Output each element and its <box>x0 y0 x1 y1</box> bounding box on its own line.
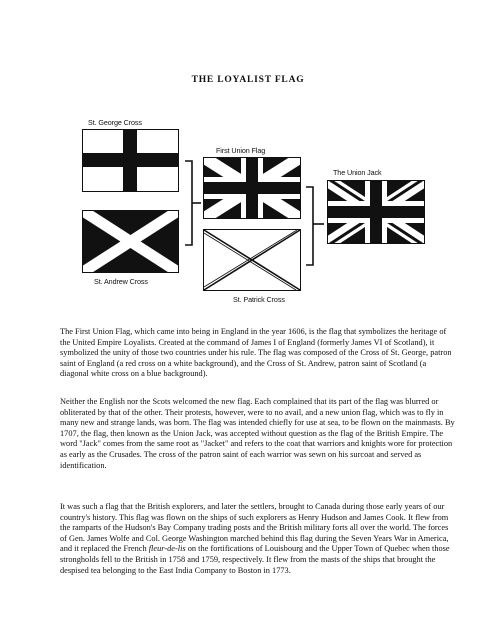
paragraph-3 <box>60 502 456 576</box>
label-st-patrick-cross: St. Patrick Cross <box>233 295 285 304</box>
st-george-cross-flag <box>82 129 179 192</box>
label-union-jack: The Union Jack <box>333 168 382 177</box>
first-union-flag <box>203 157 301 219</box>
paragraph-2: Neither the English nor the Scots welcomed the new flag. Each complained that its part of the flag was blurred or obliterated by that of the other. Their protests, however, were to no avail, and a new union flag, which was to fly in many new and strange lands, was born. The flag was intended chiefly for use at sea, to be flown on the mainmasts. By 1707, the flag, then known as the Union Jack, was accepted without question as the flag of the British Empire. The word "Jack" comes from the same root as "Jacket" and refers to the coat that warriors and knights wore for protection as early as the Crusades. The cross of the patron saint of each warrior was sewn on his surcoat and served as identification. <box>60 397 455 470</box>
st-patrick-cross-flag <box>203 229 301 291</box>
page-title: THE LOYALIST FLAG <box>191 75 305 85</box>
bracket-connector-right <box>305 186 325 266</box>
st-andrew-cross-flag <box>82 210 179 273</box>
bracket-connector-left <box>184 160 202 246</box>
union-jack-flag <box>327 180 425 244</box>
label-first-union-flag: First Union Flag <box>216 146 266 155</box>
paragraph-3-italic: fleur-de-lis <box>148 544 186 554</box>
paragraph-3-part-1: It was such a flag that the British explorers, and later the settlers, brought to Canada during those early years of our country's history. This flag was flown on the ships of such explorers as Henry Hudson and James Cook. It flew from the ramparts of the Hudson's Bay Company trading posts and the British military forts all over the world. The forces of Gen. James Wolfe and Col. George Washington marched behind this flag during the Seven Years War in America, and it replaced the French <box>60 502 449 554</box>
paragraph-3-part-2: on the fortifications of Louisbourg and the Upper Town of Quebec when those strongholds fell to the British in 1758 and 1759, respectively. It flew from the masts of the ships that brought the despised tea belonging to the East India Company to Boston in 1773. <box>60 544 450 575</box>
paragraph-1: The First Union Flag, which came into being in England in the year 1606, is the flag that symbolizes the heritage of the United Empire Loyalists. Created at the command of James I of England (formerly James VI of Scotland), it symbolized the unity of those two countries under his rule. The flag was composed of the Cross of St. George, patron saint of England (a red cross on a white background), and the Cross of St. Andrew, patron saint of Scotland (a diagonal white cross on a blue background). <box>60 327 452 379</box>
label-st-andrew-cross: St. Andrew Cross <box>94 277 148 286</box>
label-st-george-cross: St. George Cross <box>88 118 142 127</box>
